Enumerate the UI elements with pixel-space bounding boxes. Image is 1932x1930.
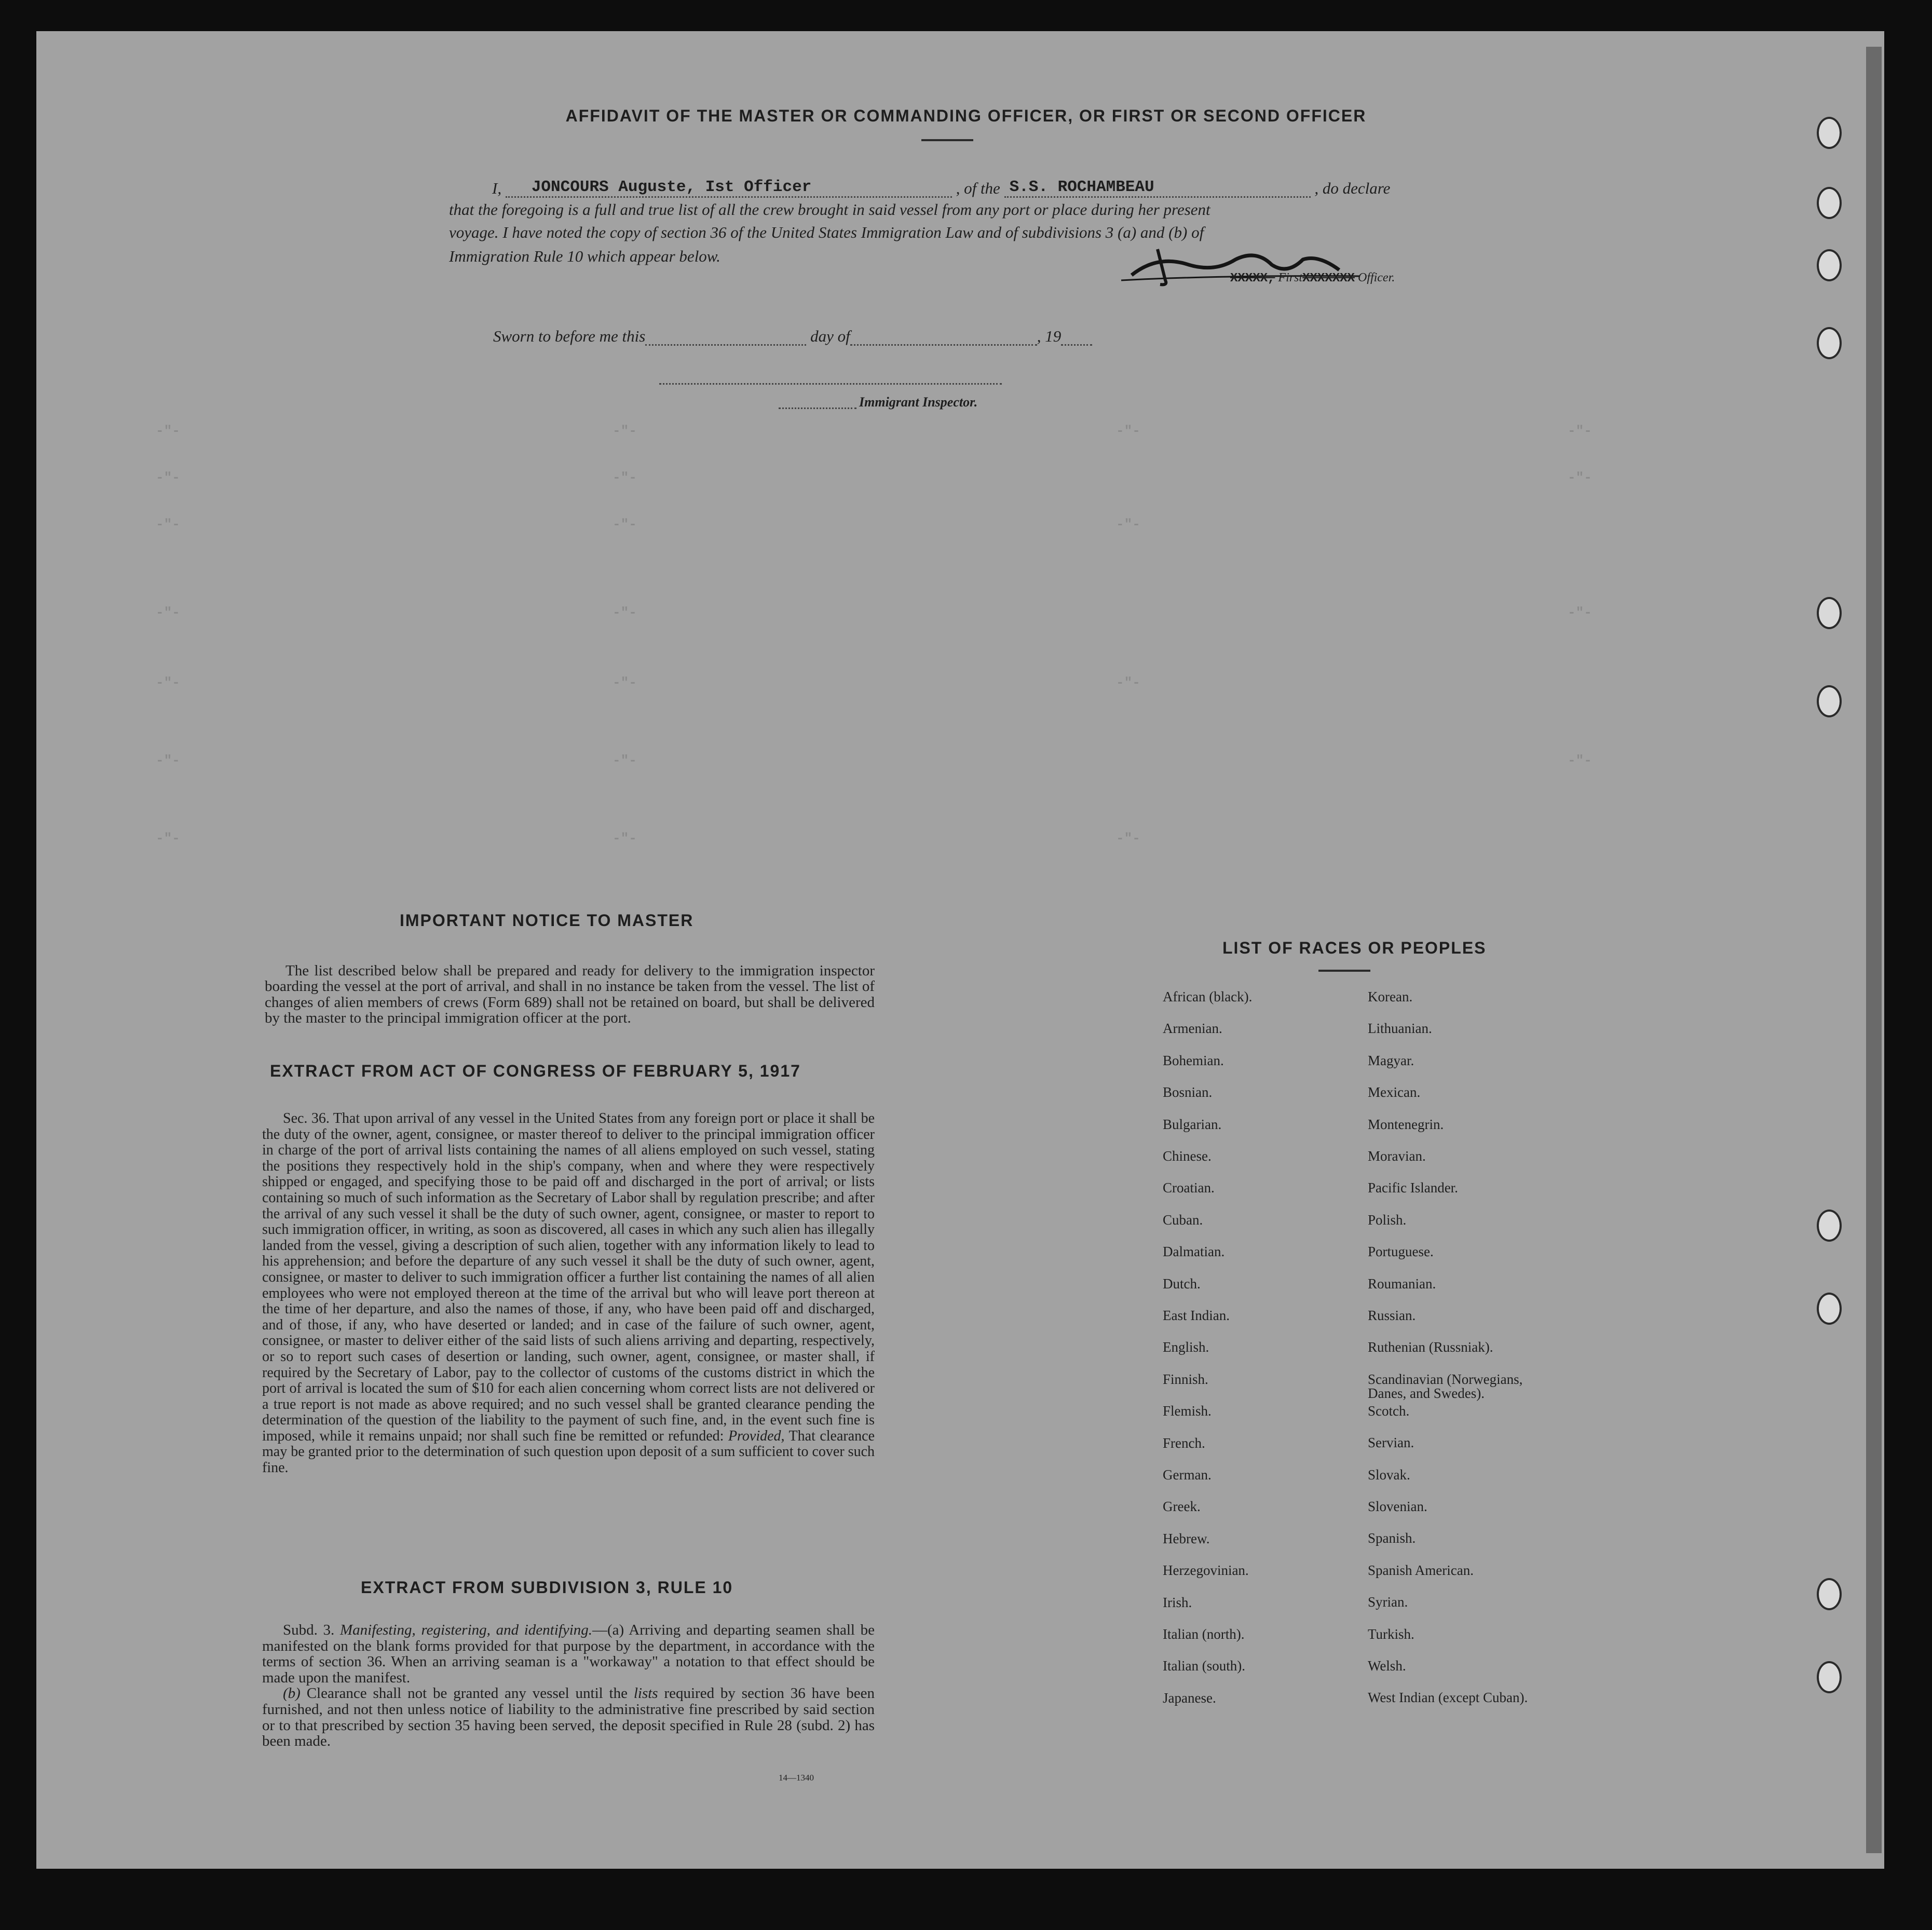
race-item: Japanese. bbox=[1163, 1690, 1216, 1706]
struck-master: XXXXX, bbox=[1230, 271, 1275, 286]
race-item: Slovenian. bbox=[1368, 1499, 1427, 1514]
race-item: Bohemian. bbox=[1163, 1052, 1224, 1068]
declarant-rank: , Ist Officer bbox=[686, 178, 812, 196]
race-item: Danes, and Swedes). bbox=[1368, 1385, 1485, 1401]
race-item: Ruthenian (Russniak). bbox=[1368, 1339, 1493, 1355]
binder-hole bbox=[1817, 1661, 1842, 1693]
binder-hole bbox=[1817, 187, 1842, 219]
race-item: Scotch. bbox=[1368, 1403, 1410, 1419]
race-item: Greek. bbox=[1163, 1499, 1201, 1515]
notice-title: IMPORTANT NOTICE TO MASTER bbox=[400, 911, 694, 930]
act-provided: Provided, bbox=[728, 1428, 785, 1444]
race-item: Italian (north). bbox=[1163, 1626, 1245, 1642]
inspector-signature-line bbox=[659, 383, 1002, 385]
affidavit-line-1 bbox=[492, 176, 1390, 198]
act-paragraph bbox=[262, 1111, 875, 1476]
sworn-year-field bbox=[1061, 344, 1092, 346]
race-item: Polish. bbox=[1368, 1212, 1407, 1228]
act-title: EXTRACT FROM ACT OF CONGRESS OF FEBRUARY 5, 1917 bbox=[270, 1062, 801, 1080]
act-body: That upon arrival of any vessel in the United States from any foreign port or place it shall be the duty of the owner, agent, consignee, or master thereof to deliver to the principal immigration officer in charge of the port of arrival lists containing the names of all aliens employed on such vessel, stating the positions they respectively hold in the ship's company, when and where they were respectively shipped or engaged, and specifying those to be paid off and discharged in the port of arrival; or lists containing so much of such information as the Secretary of Labor shall by regulation prescribe; and after the arrival of any such vessel it shall be the duty of such owner, agent, consignee, or master to report to such immigration officer, in writing, as soon as discovered, all cases in which any such alien has illegally landed from the vessel, giving a description of such alien, together with any information likely to lead to his apprehension; and before the departure of any such vessel it shall be the duty of such owner, agent, consignee, or master to deliver to such immigration officer a further list containing the names of all alien employees who were not employed thereon at the time of the arrival but who will leave port thereon at the time of her departure, and also the names of those, if any, who have been paid off and discharged, and of those, if any, who have deserted or landed; and in case of the failure of such owner, agent, consignee, or master to deliver either of the said lists of such aliens arriving and departing, respectively, or so to report such cases of desertion or landing, such owner, agent, consignee, or master shall, if required by the Secretary of Labor, pay to the collector of customs of the customs district in which the port of arrival is located the sum of $10 for each alien concerning whom correct lists are not delivered or a true report is not made as above required; and no such vessel shall be granted clearance pending the determination of the question of the liability to the payment of such fine, and, in the event such fine is imposed, while it remains unpaid; nor shall such fine be remitted or refunded: bbox=[262, 1110, 875, 1444]
subd-label: Subd. 3. bbox=[283, 1622, 335, 1638]
notice-text bbox=[265, 963, 875, 1026]
declarant-prefix: I, bbox=[492, 179, 502, 197]
vessel-field bbox=[1004, 176, 1311, 198]
subd-b-label: (b) bbox=[283, 1685, 301, 1702]
race-item: Cuban. bbox=[1163, 1212, 1203, 1228]
notice-paragraph: The list described below shall be prepared and ready for delivery to the immigration inspector boarding the vessel at the port of arrival, and shall in no instance be taken from the vessel. The list of changes of alien members of crews (Form 689) shall not be retained on board, but shall be delivered by the master to the principal immigration officer at the port. bbox=[265, 962, 875, 1027]
sworn-label: Sworn to before me this bbox=[493, 327, 646, 345]
race-item: Dutch. bbox=[1163, 1275, 1201, 1292]
inspector-label: Immigrant Inspector. bbox=[859, 395, 978, 410]
declarant-field bbox=[506, 176, 952, 198]
race-item: Roumanian. bbox=[1368, 1275, 1436, 1292]
rule10-text bbox=[262, 1622, 875, 1749]
rule10-subd-a bbox=[262, 1622, 875, 1686]
race-item: Magyar. bbox=[1368, 1052, 1414, 1068]
inspector-signature-line-2 bbox=[779, 407, 856, 409]
race-item: Finnish. bbox=[1163, 1371, 1208, 1387]
day-of-label: day of bbox=[810, 327, 850, 345]
race-item: Irish. bbox=[1163, 1594, 1192, 1610]
race-item: Armenian. bbox=[1163, 1021, 1222, 1037]
rule10-title: EXTRACT FROM SUBDIVISION 3, RULE 10 bbox=[361, 1578, 733, 1597]
race-item: French. bbox=[1163, 1435, 1205, 1451]
race-item: Herzegovinian. bbox=[1163, 1562, 1249, 1579]
race-item: Scandinavian (Norwegians, bbox=[1368, 1371, 1523, 1387]
sworn-month-field bbox=[850, 344, 1037, 346]
form-number: 14—1340 bbox=[779, 1773, 814, 1783]
subd-b-lists: lists bbox=[633, 1685, 658, 1702]
race-item: Lithuanian. bbox=[1368, 1021, 1432, 1037]
binder-hole bbox=[1817, 1293, 1842, 1325]
binder-hole bbox=[1817, 1209, 1842, 1242]
race-item: Servian. bbox=[1368, 1435, 1414, 1451]
year-label: , 19 bbox=[1037, 327, 1062, 345]
title-underline bbox=[921, 139, 973, 141]
document-page bbox=[36, 31, 1884, 1869]
binder-hole bbox=[1817, 1578, 1842, 1610]
officer-rank-line bbox=[1230, 271, 1395, 286]
race-item: Spanish. bbox=[1368, 1530, 1416, 1546]
rule10-subd-b bbox=[262, 1686, 875, 1749]
race-item: Moravian. bbox=[1368, 1148, 1426, 1164]
act-body-end: That clearance may be granted prior to the determination of such question upon deposit of a sum sufficient to cover such fine. bbox=[262, 1428, 875, 1476]
act-sec-label: Sec. 36. bbox=[283, 1110, 330, 1126]
officer-first: First bbox=[1278, 271, 1303, 284]
affidavit-line-2: that the foregoing is a full and true list of all the crew brought in said vessel from any port or place during her present bbox=[449, 200, 1210, 219]
race-item: Bosnian. bbox=[1163, 1084, 1213, 1100]
subd-a-text: —(a) Arriving and departing seamen shall be manifested on the blank forms provided for that purpose by the department, in accordance with the terms of section 36. When an arriving seaman is a "workaway" a notation to that effect should be made upon the manifest. bbox=[262, 1622, 875, 1686]
race-item: African (black). bbox=[1163, 989, 1253, 1004]
race-item: Slovak. bbox=[1368, 1466, 1410, 1483]
binder-hole bbox=[1817, 597, 1842, 629]
vessel-name: S.S. ROCHAMBEAU bbox=[1009, 178, 1154, 196]
race-item: Korean. bbox=[1368, 989, 1413, 1004]
races-title: LIST OF RACES OR PEOPLES bbox=[1222, 939, 1487, 957]
race-item: East Indian. bbox=[1163, 1308, 1230, 1323]
race-item: Flemish. bbox=[1163, 1403, 1212, 1419]
race-item: Syrian. bbox=[1368, 1594, 1408, 1610]
binder-hole bbox=[1817, 685, 1842, 717]
race-item: Italian (south). bbox=[1163, 1658, 1245, 1674]
race-item: Turkish. bbox=[1368, 1626, 1414, 1642]
affidavit-line-4: Immigration Rule 10 which appear below. bbox=[449, 247, 720, 265]
race-item: Spanish American. bbox=[1368, 1562, 1474, 1578]
race-item: Croatian. bbox=[1163, 1180, 1215, 1196]
sworn-day-field bbox=[645, 344, 806, 346]
act-text bbox=[262, 1111, 875, 1476]
sworn-line bbox=[493, 327, 1092, 346]
affidavit-title: AFFIDAVIT OF THE MASTER OR COMMANDING OFFICER, OR FIRST OR SECOND OFFICER bbox=[565, 106, 1367, 125]
binder-hole bbox=[1817, 249, 1842, 281]
race-item: German. bbox=[1163, 1467, 1212, 1483]
race-item: English. bbox=[1163, 1339, 1209, 1355]
race-item: West Indian (except Cuban). bbox=[1368, 1690, 1528, 1706]
subd-b-text2: required by section 36 have been furnished, and not then unless notice of liability to the administrative fine prescribed by said section or to that prescribed by section 35 having been served, the deposit specified in Rule 28 (subd. 2) has been made. bbox=[262, 1685, 875, 1750]
race-item: Portuguese. bbox=[1368, 1244, 1434, 1260]
race-item: Welsh. bbox=[1368, 1658, 1406, 1674]
page-edge bbox=[1866, 47, 1882, 1853]
race-item: Mexican. bbox=[1368, 1084, 1421, 1100]
binder-hole bbox=[1817, 327, 1842, 359]
declarant-name: JONCOURS Auguste bbox=[531, 178, 686, 196]
affidavit-line-3: voyage. I have noted the copy of section 36 of the United States Immigration Law and of subdivisions 3 (a) and (b) of bbox=[449, 223, 1204, 241]
race-item: Chinese. bbox=[1163, 1148, 1212, 1164]
of-the-label: , of the bbox=[956, 179, 1000, 197]
declare-label: , do declare bbox=[1314, 179, 1391, 197]
race-item: Hebrew. bbox=[1163, 1530, 1210, 1546]
race-item: Pacific Islander. bbox=[1368, 1180, 1458, 1196]
officer-suffix: Officer. bbox=[1357, 271, 1395, 284]
race-item: Russian. bbox=[1368, 1308, 1416, 1323]
race-item: Bulgarian. bbox=[1163, 1116, 1222, 1132]
races-title-underline bbox=[1318, 970, 1370, 972]
struck-second: XXXXXXX bbox=[1302, 271, 1355, 286]
race-item: Montenegrin. bbox=[1368, 1116, 1444, 1132]
race-item: Dalmatian. bbox=[1163, 1244, 1225, 1260]
subd-italic: Manifesting, registering, and identifying. bbox=[339, 1622, 593, 1638]
subd-b-text1: Clearance shall not be granted any vessel until the bbox=[306, 1685, 628, 1702]
